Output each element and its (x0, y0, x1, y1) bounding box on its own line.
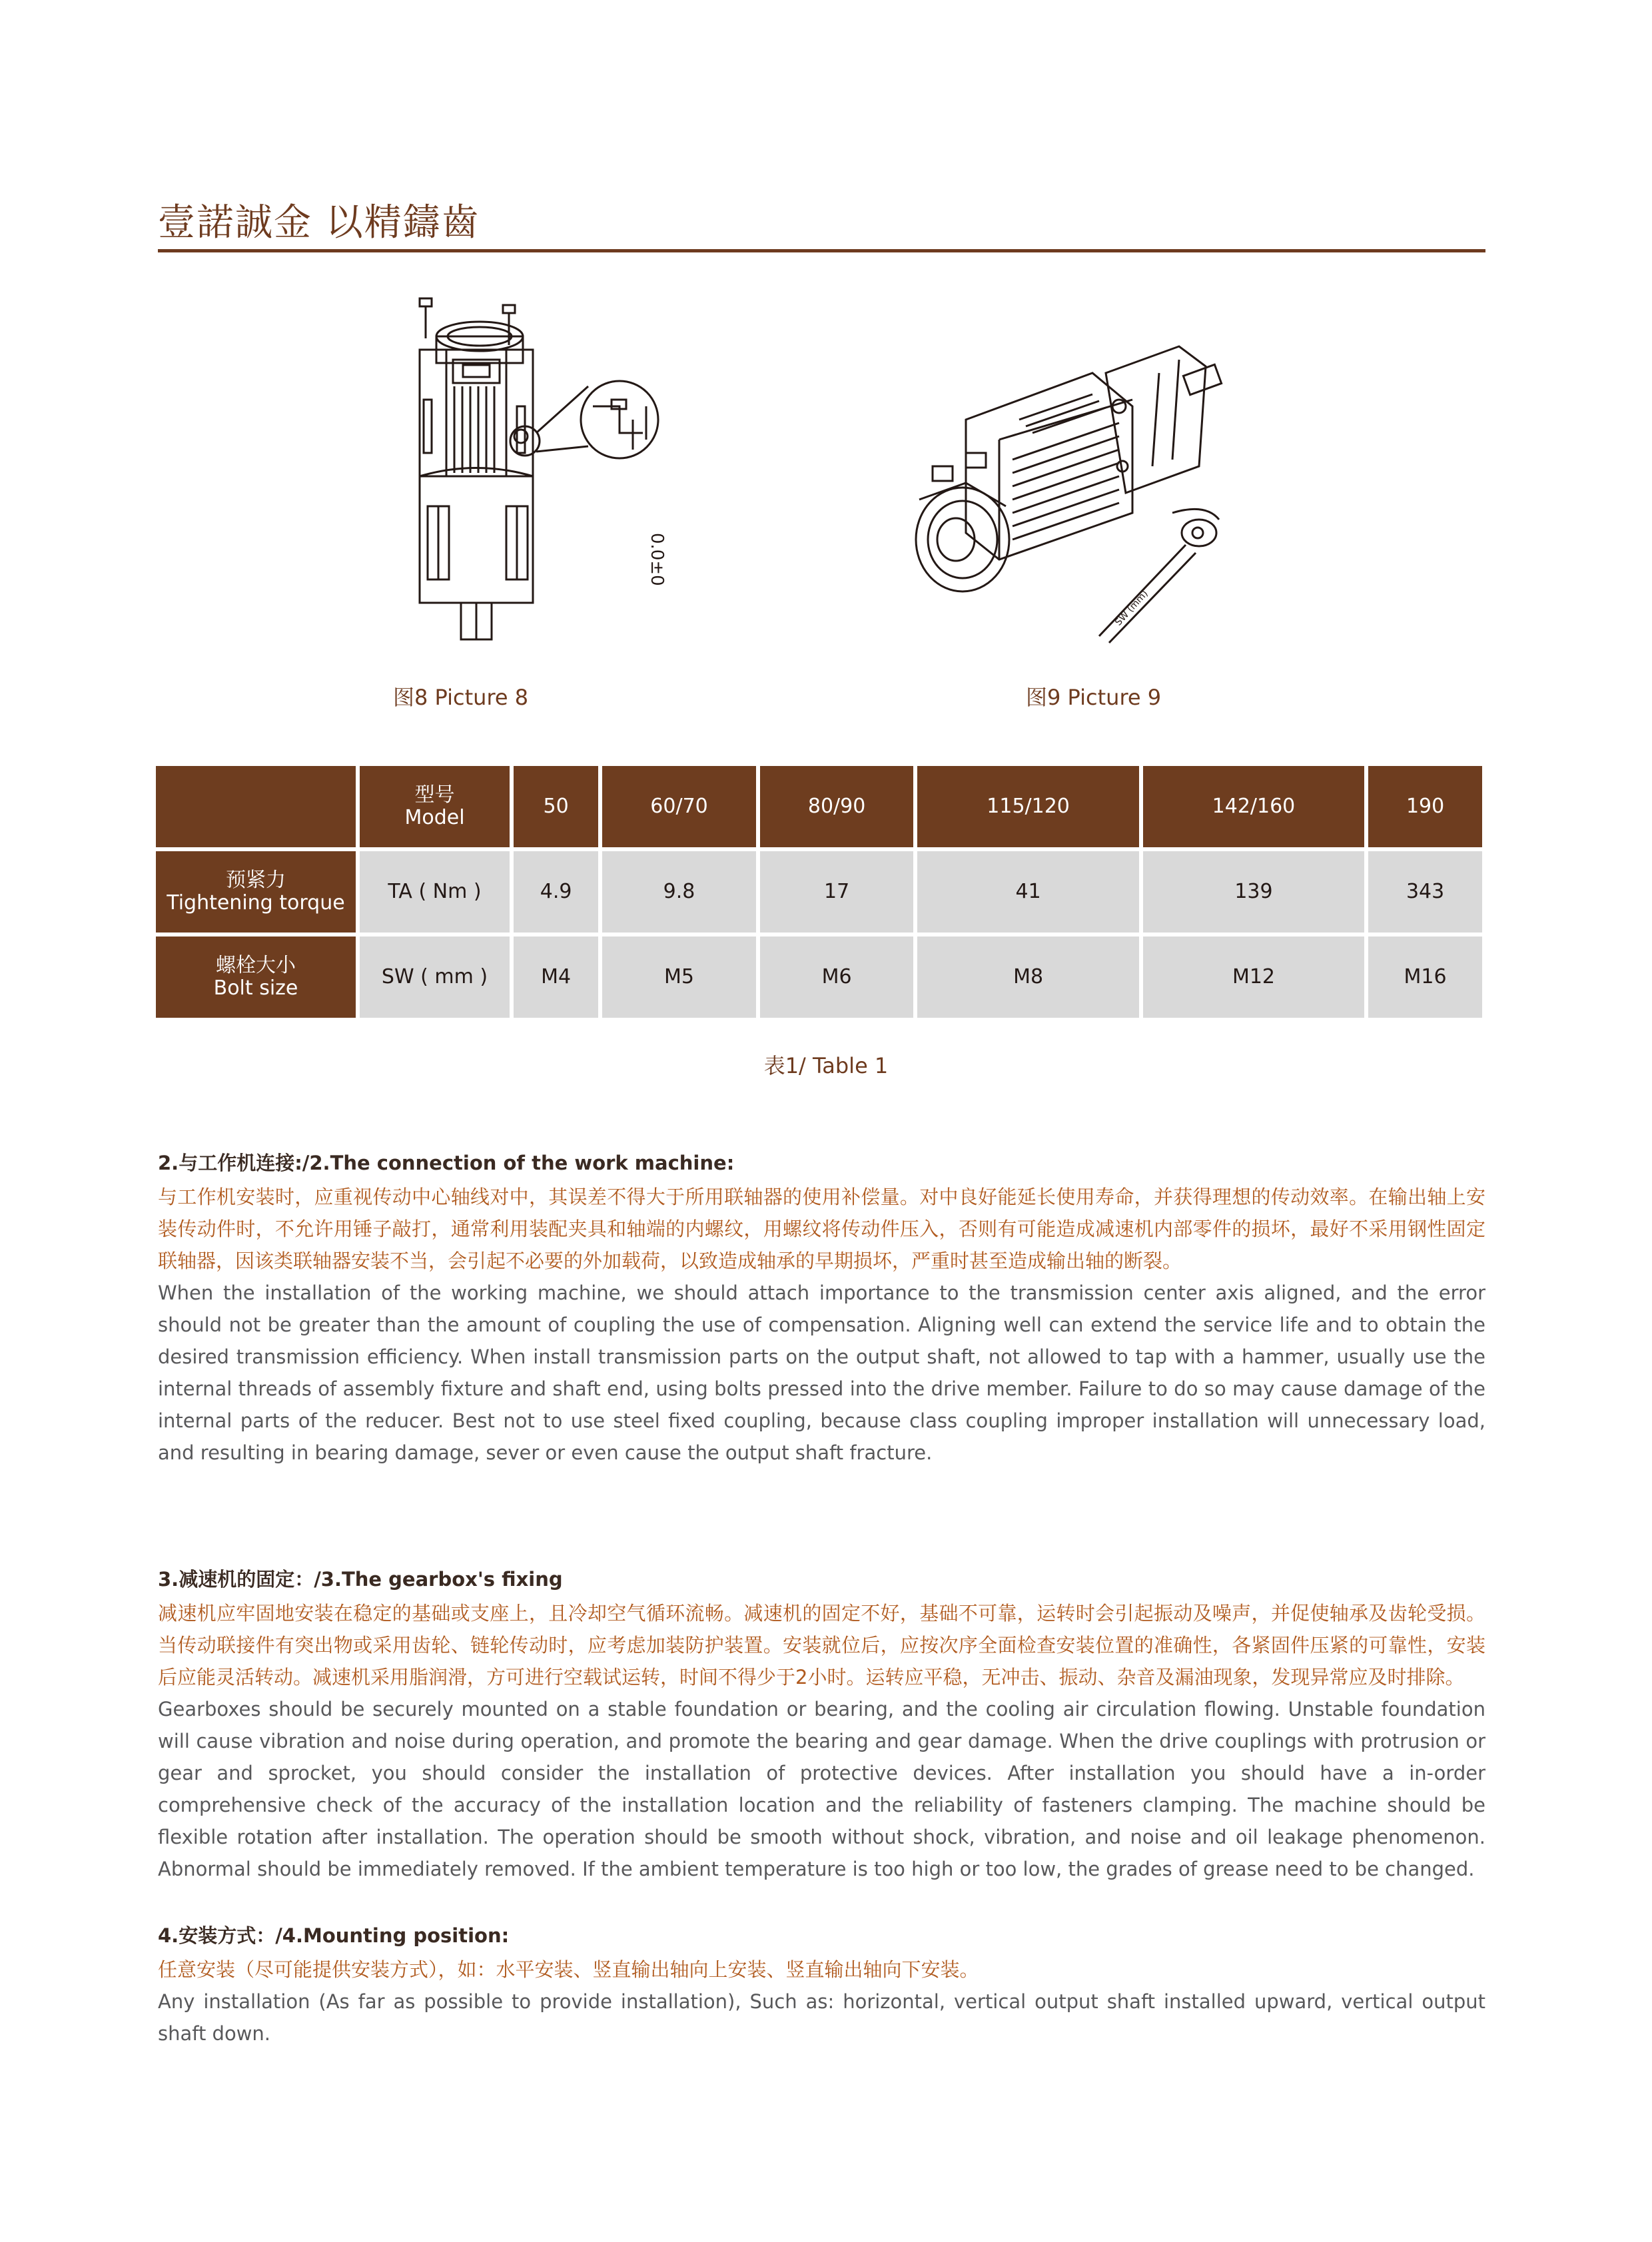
section-heading: 4.安装方式：/4.Mounting position: (158, 1924, 510, 1947)
value-cell: M6 (760, 936, 914, 1018)
section-text-cn: 减速机应牢固地安装在稳定的基础或支座上，且冷却空气循环流畅。减速机的固定不好，基础不可靠，运转时会引起振动及噪声，并促使轴承及齿轮受损。当传动联接件有突出物或采用齿轮、链轮传动时，应考虑加装防护装置。安装就位后，应按次序全面检查安装位置的准确性，各紧固件压紧的可靠性，安装后应能灵活转动。减速机采用脂润滑，方可进行空载试运转，时间不得少于2小时。运转应平稳，无冲击、振动、杂音及漏油现象，发现异常应及时排除。 (158, 1602, 1485, 1688)
picture-8-caption: 图8 Picture 8 (393, 685, 529, 710)
value-cell: 139 (1143, 851, 1364, 933)
wrench-label: SW (mm) (1113, 588, 1150, 628)
picture-9-caption: 图9 Picture 9 (1026, 685, 1162, 710)
model-cell: 50 (514, 766, 598, 847)
unit-cell: SW ( mm ) (360, 936, 510, 1018)
section-text-en: When the installation of the working machine, we should attach importance to the transmission center axis aligned, and the error should not be greater than the amount of coupling the use of compensation. Aligning well can extend the service life and to obtain the desired transmission efficiency. When install transmission parts on the output shaft, not allowed to tap with a hammer, usually use the internal threads of assembly fixture and shaft end, using bolts pressed into the drive member. Failure to do so may cause damage of the internal parts of the reducer. Best not to use steel fixed coupling, because class coupling improper installation will unnecessary load, and resulting in bearing damage, sever or even cause the output shaft fracture. (158, 1282, 1485, 1464)
row-label-cn: 预紧力 (226, 869, 286, 892)
dimension-label: 0.0±0 (647, 533, 667, 586)
value-cell: 41 (917, 851, 1138, 933)
value-cell: 9.8 (602, 851, 756, 933)
model-cell: 80/90 (760, 766, 914, 847)
model-cell: 60/70 (602, 766, 756, 847)
table-header-row (156, 766, 1482, 847)
table-row (156, 936, 1482, 1018)
section-text-cn: 任意安装（尽可能提供安装方式），如：水平安装、竖直输出轴向上安装、竖直输出轴向下安装。 (158, 1958, 979, 1981)
spec-table (152, 762, 1486, 1022)
row-label-cn: 螺栓大小 (216, 954, 296, 977)
value-cell: M8 (917, 936, 1138, 1018)
table-corner-cell (156, 766, 356, 847)
model-header-cell (360, 766, 510, 847)
section-fixing (158, 1565, 1485, 1885)
section-mounting (158, 1922, 1485, 2050)
value-cell: M4 (514, 936, 598, 1018)
model-header-cn: 型号 (414, 783, 455, 807)
row-label-en: Tightening torque (167, 891, 345, 915)
value-cell: 4.9 (514, 851, 598, 933)
value-cell: M5 (602, 936, 756, 1018)
section-text-cn: 与工作机安装时，应重视传动中心轴线对中，其误差不得大于所用联轴器的使用补偿量。对中良好能延长使用寿命，并获得理想的传动效率。在输出轴上安装传动件时，不允许用锤子敲打，通常利用装配夹具和轴端的内螺纹，用螺纹将传动件压入，否则有可能造成减速机内部零件的损坏，最好不采用钢性固定联轴器，因该类联轴器安装不当，会引起不必要的外加载荷，以致造成轴承的早期损坏，严重时甚至造成输出轴的断裂。 (158, 1186, 1485, 1272)
value-cell: 343 (1368, 851, 1482, 933)
model-cell: 142/160 (1143, 766, 1364, 847)
table-row (156, 851, 1482, 933)
section-text-en: Any installation (As far as possible to provide installation), Such as: horizontal, vertical output shaft installed upward, vertical output shaft down. (158, 1990, 1485, 2045)
page-title: 壹諾誠金 以精鑄齒 (158, 201, 480, 244)
picture-9-drawing (893, 333, 1239, 646)
model-cell: 190 (1368, 766, 1482, 847)
unit-cell: TA ( Nm ) (360, 851, 510, 933)
model-header-en: Model (404, 806, 465, 829)
value-cell: M12 (1143, 936, 1364, 1018)
section-connection (158, 1149, 1485, 1469)
row-label-cell (156, 936, 356, 1018)
section-heading: 3.减速机的固定：/3.The gearbox's fixing (158, 1568, 563, 1591)
row-label-cell (156, 851, 356, 933)
picture-8-drawing (400, 286, 679, 653)
header-divider (158, 249, 1485, 252)
value-cell: M16 (1368, 936, 1482, 1018)
table-caption: 表1/ Table 1 (763, 1053, 889, 1078)
section-text-en: Gearboxes should be securely mounted on a stable foundation or bearing, and the cooling air circulation flowing. Unstable foundation will cause vibration and noise during operation, and promote the bearing and gear damage. When the drive couplings with protrusion or gear and sprocket, you should consider the installation of protective devices. After installation you should have a in-order comprehensive check of the accuracy of the installation location and the reliability of fasteners clamping. The machine should be flexible rotation after installation. The operation should be smooth without shock, vibration, and noise and oil leakage phenomenon. Abnormal should be immediately removed. If the ambient temperature is too high or too low, the grades of grease need to be changed. (158, 1698, 1485, 1880)
section-heading: 2.与工作机连接:/2.The connection of the work machine: (158, 1152, 735, 1174)
model-cell: 115/120 (917, 766, 1138, 847)
value-cell: 17 (760, 851, 914, 933)
row-label-en: Bolt size (213, 976, 298, 1000)
